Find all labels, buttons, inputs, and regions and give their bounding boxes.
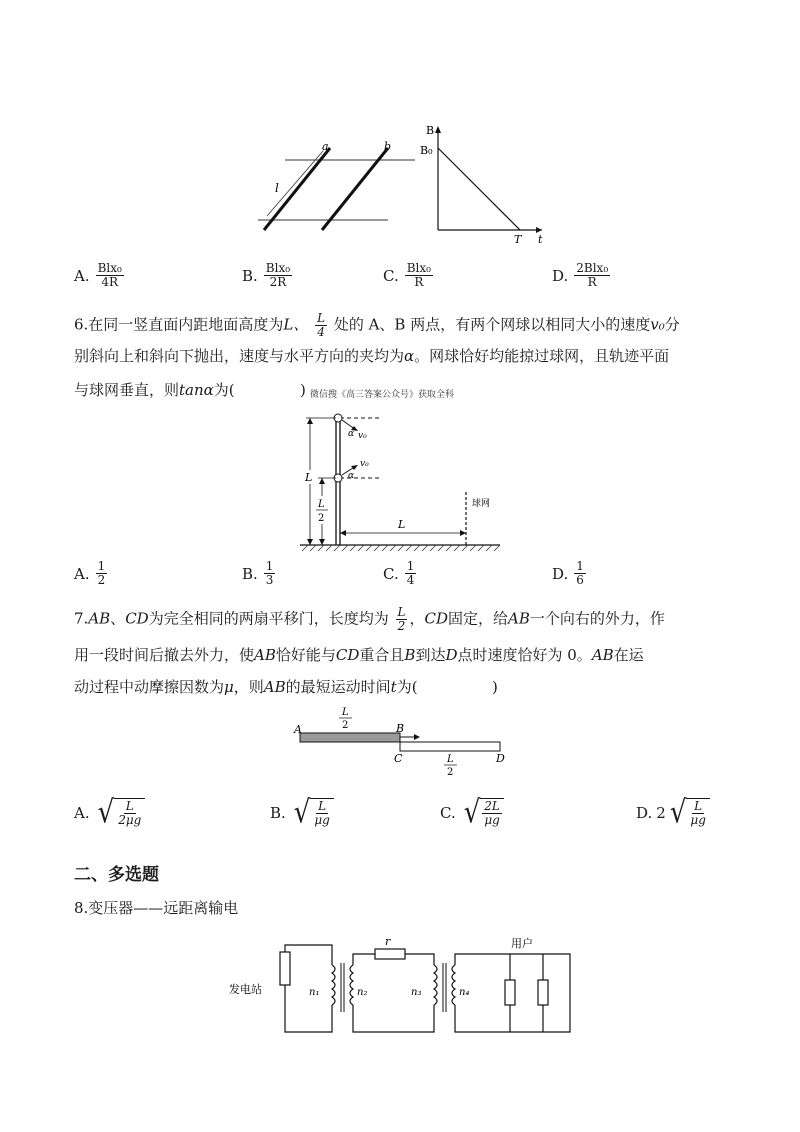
q7-fraction [396, 606, 408, 633]
option-fraction [574, 262, 610, 289]
text: 处的 A、B 两点，有两个网球以相同大小的速度 [333, 315, 651, 334]
height-L-label: L [305, 471, 313, 484]
q8-text: 8.变压器——远距离输电 [74, 899, 239, 917]
n3-label: n₃ [411, 987, 422, 998]
denominator: 4 [317, 325, 325, 339]
q7-option-a[interactable] [74, 794, 145, 831]
top-half-num: L [342, 707, 349, 718]
text: 到达 [415, 646, 446, 664]
option-fraction [405, 560, 417, 587]
text: 用一段时间后撤去外力，使 [74, 646, 255, 664]
half-L-den: 2 [318, 513, 325, 524]
sqrt [669, 794, 710, 831]
var: D [445, 646, 458, 664]
denominator: 4R [101, 275, 119, 289]
rod-b-label: b [384, 140, 392, 153]
point-B-label: B [396, 722, 405, 735]
numerator: L [694, 799, 703, 813]
option-letter: B. [242, 266, 258, 285]
option-fraction [264, 262, 292, 289]
text: 恰好能与 [275, 646, 336, 664]
text: 与球网垂直，则 [74, 381, 180, 399]
sqrt [293, 794, 334, 831]
numerator: L [318, 799, 327, 813]
alpha-top-label: α [348, 429, 355, 439]
option-letter: A. [74, 803, 90, 822]
sqrt [97, 794, 146, 831]
var: α [404, 347, 415, 365]
station-label: 发电站 [229, 983, 262, 996]
net-label: 球网 [472, 499, 491, 509]
denominator: 2 [397, 619, 406, 633]
point-A-label: A [294, 723, 302, 736]
q6-figure [292, 400, 507, 552]
option-fraction [96, 262, 124, 289]
numerator: 1 [406, 559, 415, 573]
numerator: L [317, 311, 326, 325]
denominator: 6 [576, 573, 584, 587]
axis-t-label: t [538, 233, 543, 246]
r-label: r [385, 935, 391, 948]
var: AB [508, 609, 530, 628]
var: μ [224, 678, 234, 696]
text: 点时速度恰好为 0。 [457, 646, 592, 664]
radical-sign: √ [293, 794, 311, 831]
var: L、 [283, 315, 309, 334]
q7-line-1 [74, 606, 665, 633]
option-letter: A. [74, 564, 90, 583]
numerator: L [125, 799, 134, 813]
option-letter: D. [552, 564, 569, 583]
q6-fraction [315, 312, 327, 339]
q5-option-b[interactable] [242, 262, 294, 289]
var: tanα [179, 381, 214, 399]
var: AB [88, 609, 111, 628]
alpha-bottom-label: α [348, 471, 355, 481]
section-title: 二、多选题 [74, 865, 159, 885]
text: 为( [396, 678, 418, 696]
var: v₀ [650, 315, 665, 334]
text: 固定，给 [448, 609, 509, 628]
length-l-label: l [275, 181, 279, 195]
radical-sign: √ [669, 794, 687, 831]
option-fraction [96, 560, 108, 587]
text: 。网球恰好均能掠过球网，且轨迹平面 [414, 347, 670, 365]
text: 6.在同一竖直面内距地面高度为 [74, 315, 284, 334]
text: 分 [664, 315, 680, 334]
option-fraction [405, 262, 433, 289]
option-letter: D. [636, 803, 653, 822]
v0-top-label: v₀ [358, 431, 367, 441]
denominator: 2 [97, 573, 106, 587]
option-letter: B. [242, 564, 258, 583]
text: 在运 [613, 646, 644, 664]
text: ， [409, 609, 425, 628]
denominator: μg [314, 813, 330, 827]
axis-B0-label: B₀ [420, 144, 433, 157]
q6-paren-close: ) [300, 381, 306, 399]
option-fraction [574, 560, 586, 587]
var: AB [591, 646, 614, 664]
q6-line-2 [74, 346, 669, 366]
option-letter: C. [440, 803, 456, 822]
denominator: μg [690, 813, 706, 827]
q7-figure [290, 705, 520, 780]
point-C-label: C [394, 752, 403, 765]
text: 重合且 [359, 646, 405, 664]
denominator: μg [484, 813, 500, 827]
half-L-num: L [318, 499, 325, 510]
option-letter: D. [552, 266, 569, 285]
option-fraction [264, 560, 276, 587]
n4-label: n₄ [459, 987, 470, 998]
radical-sign: √ [463, 794, 481, 831]
q5-option-a[interactable] [74, 262, 126, 289]
text: ，则 [233, 678, 264, 696]
n2-label: n₂ [357, 987, 368, 998]
denominator: 4 [406, 573, 415, 587]
q7-option-c[interactable] [440, 794, 504, 831]
radicand [482, 800, 502, 827]
axis-B-label: B [426, 124, 435, 137]
n1-label: n₁ [309, 987, 320, 998]
option-letter: B. [270, 803, 286, 822]
q7-option-d[interactable] [636, 794, 710, 831]
numerator: Blx₀ [265, 261, 291, 275]
radicand [688, 800, 707, 827]
q7-option-b[interactable] [270, 794, 334, 831]
rod-a-label: a [322, 140, 329, 153]
denominator: 2μg [118, 813, 142, 827]
denominator: R [587, 275, 597, 289]
var: CD [125, 609, 149, 628]
q6-option-d[interactable] [552, 560, 588, 587]
coefficient: 2 [656, 803, 666, 822]
var: CD [335, 646, 360, 664]
text: 的最短运动时间 [285, 678, 391, 696]
numerator: 2Blx₀ [576, 261, 609, 275]
text: 动过程中动摩擦因数为 [74, 678, 225, 696]
numerator: Blx₀ [406, 261, 431, 275]
q7-line-3 [74, 677, 418, 697]
point-D-label: D [496, 752, 505, 765]
q8-circuit-figure [225, 935, 580, 1040]
numerator: 1 [97, 559, 106, 573]
denominator: R [414, 275, 424, 289]
sqrt [463, 794, 504, 831]
q5-figure [250, 118, 550, 248]
q6-option-b[interactable] [242, 560, 277, 587]
text: 为完全相同的两扇平移门，长度均为 [148, 609, 389, 628]
q5-option-d[interactable] [552, 262, 612, 289]
numerator: 1 [576, 559, 584, 573]
option-letter: A. [74, 266, 90, 285]
var: CD [424, 609, 448, 628]
top-half-den: 2 [342, 720, 349, 731]
numerator: 1 [265, 559, 274, 573]
text: 为( [213, 381, 235, 399]
numerator: L [397, 605, 406, 619]
q7-line-2 [74, 645, 644, 665]
numerator: 2L [484, 799, 500, 813]
radical-sign: √ [97, 794, 115, 831]
var: B [404, 646, 416, 664]
bottom-half-den: 2 [447, 767, 454, 778]
numerator: Blx₀ [97, 261, 122, 275]
q7-paren-close: ) [492, 678, 498, 696]
v0-bottom-label: v₀ [360, 459, 369, 469]
var: AB [254, 646, 276, 664]
radicand [116, 800, 143, 827]
option-letter: C. [383, 564, 399, 583]
var: t [390, 678, 397, 696]
radicand [312, 800, 331, 827]
denominator: 2R [269, 275, 287, 289]
var: AB [263, 678, 286, 696]
q6-line-1 [74, 312, 680, 339]
watermark-note: 微信搜《高三答案公众号》获取全科 [310, 390, 455, 400]
q6-option-a[interactable] [74, 560, 109, 587]
distance-L-label: L [398, 518, 406, 531]
axis-T-label: T [514, 233, 522, 246]
q5-option-c[interactable] [383, 262, 435, 289]
q6-line-3 [74, 380, 235, 400]
text: 别斜向上和斜向下抛出，速度与水平方向的夹均为 [74, 347, 405, 365]
text: 7. [74, 609, 89, 628]
denominator: 3 [265, 573, 274, 587]
bottom-half-num: L [447, 754, 454, 765]
text: 一个向右的外力，作 [529, 609, 665, 628]
option-letter: C. [383, 266, 399, 285]
q6-option-c[interactable] [383, 560, 418, 587]
user-label: 用户 [511, 937, 533, 950]
text: 、 [110, 609, 126, 628]
